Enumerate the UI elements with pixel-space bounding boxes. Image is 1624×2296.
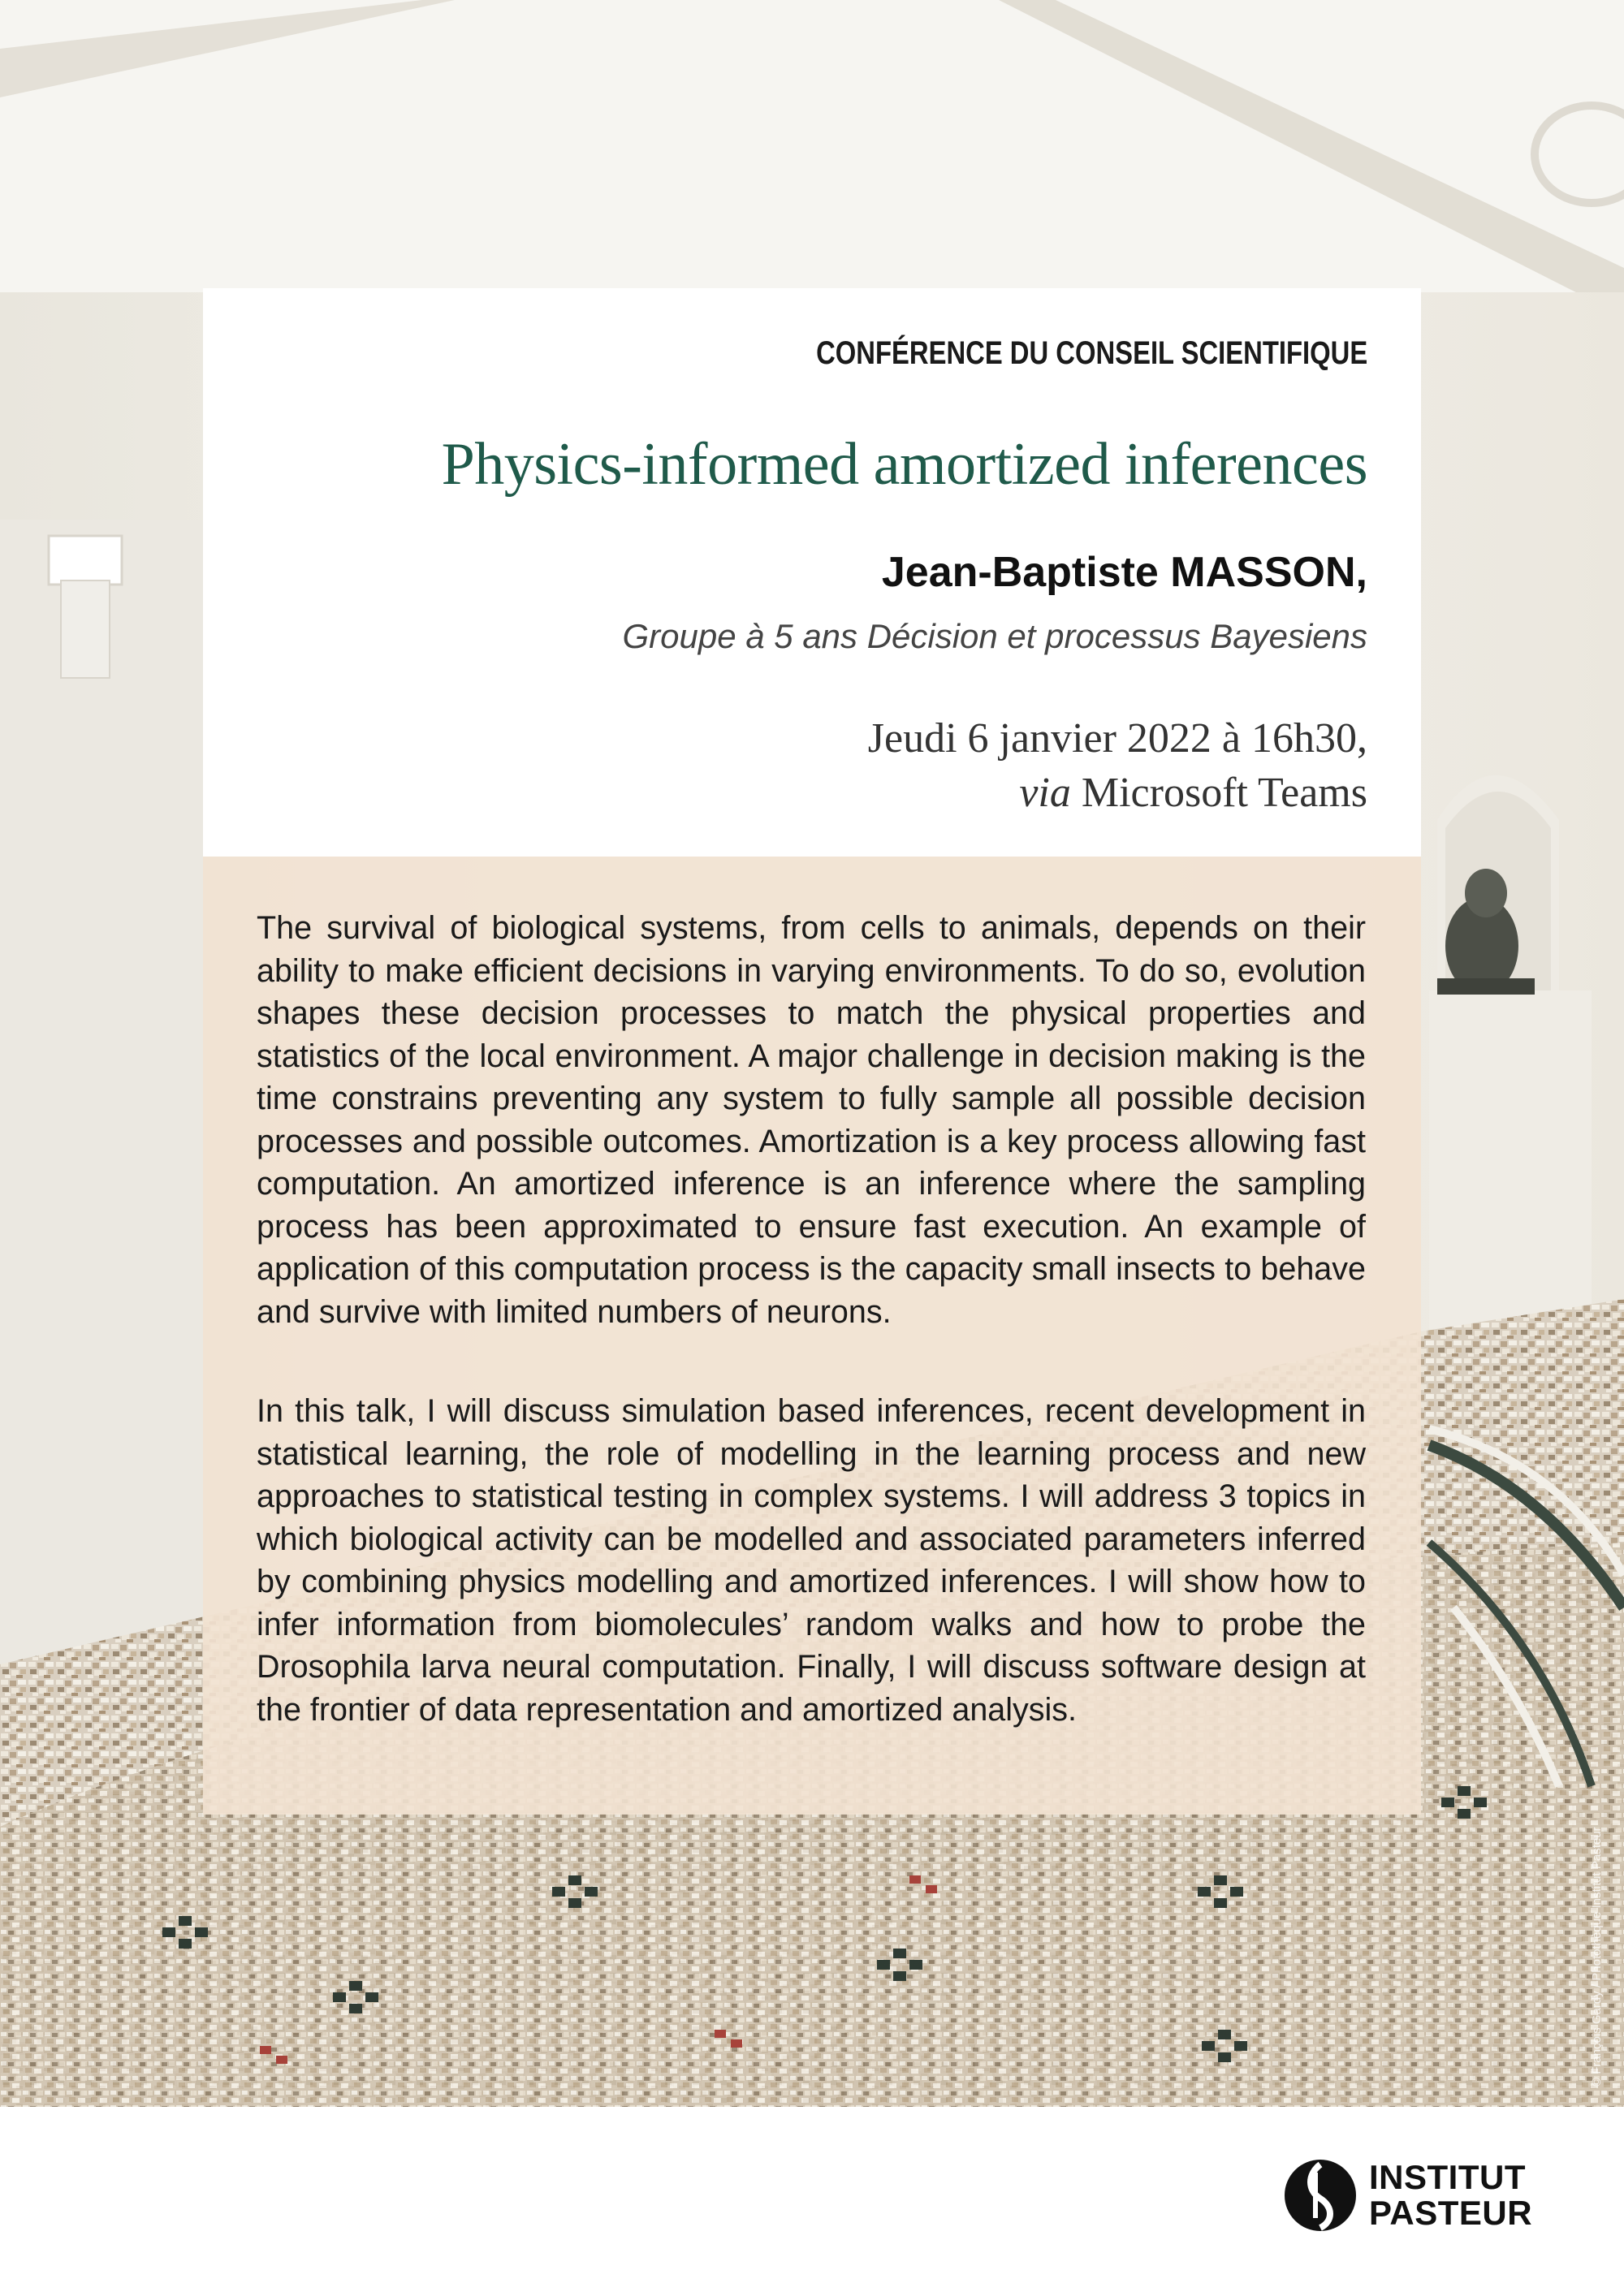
- talk-title: Physics-informed amortized inferences: [441, 431, 1367, 498]
- header-card: [203, 288, 1421, 857]
- speaker-name: Jean-Baptiste MASSON,: [881, 549, 1367, 596]
- via-label: via: [1019, 770, 1071, 816]
- event-platform-line: [1019, 769, 1367, 817]
- pasteur-logo-icon: [1283, 2158, 1358, 2233]
- institut-pasteur-logo: [1283, 2151, 1559, 2241]
- logo-line-1: INSTITUT: [1369, 2158, 1526, 2196]
- event-date: Jeudi 6 janvier 2022 à 16h30,: [867, 715, 1367, 762]
- photo-credit: © François Gardy / Photothèque Institut Pasteur: [1590, 1827, 1604, 2087]
- speaker-affiliation: Groupe à 5 ans Décision et processus Bayesiens: [622, 617, 1367, 655]
- abstract-panel: [203, 857, 1421, 1815]
- abstract-paragraph-1: The survival of biological systems, from cells to animals, depends on their ability to make efficient decisions in varying environments. To do so, evolution shapes these decision processes to match the physical properties and statistics of the local environment. A major challenge in decision making is the time constrains preventing any system to fully sample all possible decision processes and possible outcomes. Amortization is a key process allowing fast computation. An amortized inference is an inference where the sampling process has been approximated to ensure fast execution. An example of application of this computation process is the capacity small insects to behave and survive with limited numbers of neurons.: [257, 910, 1366, 1330]
- conference-kicker: CONFÉRENCE DU CONSEIL SCIENTIFIQUE: [815, 335, 1367, 371]
- logo-wordmark: [1369, 2160, 1532, 2231]
- event-platform: Microsoft Teams: [1081, 770, 1367, 816]
- abstract-paragraph-2: In this talk, I will discuss simulation based inferences, recent development in statistical learning, the role of modelling in the learning process and new approaches to statistical testing in complex systems. I will address 3 topics in which biological activity can be modelled and associated parameters inferred by combining physics modelling and amortized inferences. I will show how to infer information from biomolecules’ random walks and how to probe the Drosophila larva neural computation. Finally, I will discuss software design at the frontier of data representation and amortized analysis.: [257, 1393, 1366, 1728]
- logo-line-2: PASTEUR: [1369, 2194, 1533, 2232]
